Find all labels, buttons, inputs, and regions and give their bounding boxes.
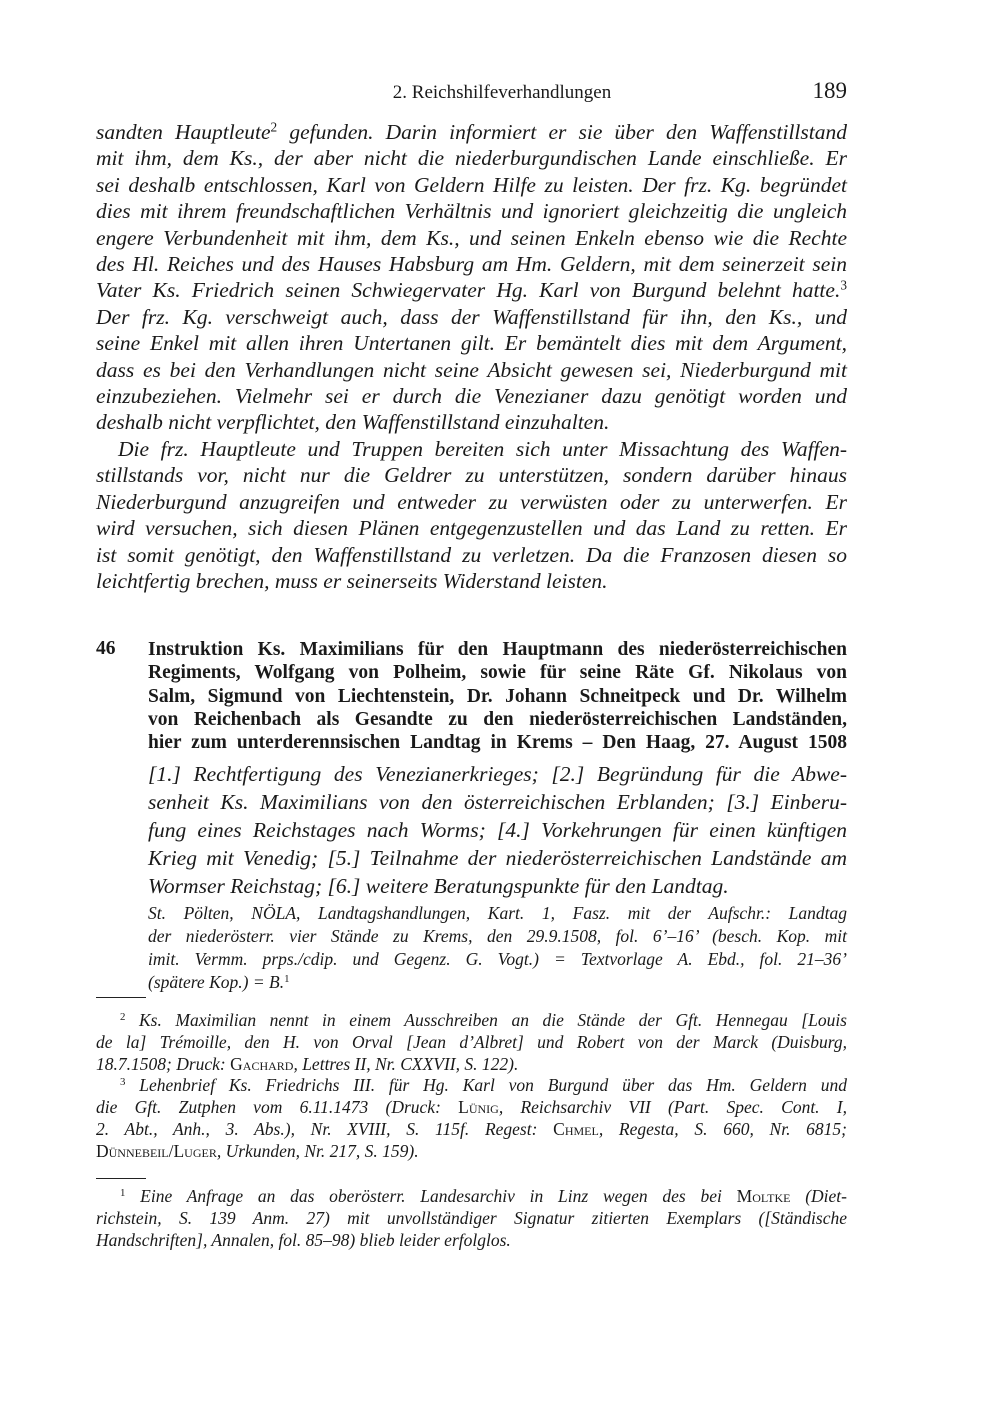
text-run: Lehenbrief Ks. Friedrichs III. für Hg. Karl von Burgund über das Hm. Geldern und [125, 1075, 847, 1096]
text-run: St. Pölten, NÖLA, Landtagshandlungen, Kart. 1, Fasz. mit der Aufschr.: Landtag [148, 903, 847, 923]
text-line [96, 542, 847, 568]
text-line [96, 225, 847, 251]
text-line [148, 948, 847, 971]
text-run: dass es bei den Verhandlungen nicht seine Absicht gewesen sei, Niederburgund mit [96, 357, 847, 382]
text-run: Ks. Maximilian nennt in einem Ausschreiben an die Stände der Gft. Hennegau [Louis [125, 1010, 847, 1030]
text-line [96, 172, 847, 198]
text-line [96, 330, 847, 356]
text-run: dies mit ihrem freundschaftlichen Verhältnis und ignoriert gleichzeitig die ungleich [96, 199, 847, 224]
text-line [96, 1032, 847, 1054]
footnote-marker: 3 [120, 1076, 126, 1089]
footnote-marker: 2 [270, 119, 278, 135]
document-number: 46 [96, 638, 116, 659]
document-heading [148, 638, 847, 754]
text-run: (spätere Kop.) = B. [148, 972, 285, 992]
text-run: senheit Ks. Maximilians von den österreichischen Erblanden; [3.] Einberu- [148, 790, 847, 814]
body-text [96, 119, 847, 594]
text-line [96, 409, 847, 435]
text-line [96, 145, 847, 171]
text-line [148, 925, 847, 948]
text-line [148, 872, 847, 900]
text-run: einzubeziehen. Vielmehr sei er durch die Venezianer dazu genötigt worden und [96, 384, 847, 409]
text-line [148, 638, 847, 661]
source-note [148, 902, 847, 994]
text-run: wird versuchen, sich diesen Plänen entgegenzustellen und das Land zu retten. Er [96, 516, 847, 541]
text-run: mit ihm, dem Ks., der aber nicht die niederburgundischen Lande einschließe. Er [96, 146, 847, 171]
text-run: Eine Anfrage an das oberösterr. Landesarchiv in Linz wegen des bei [125, 1186, 737, 1206]
text-line [96, 1054, 847, 1076]
text-run: Salm, Sigmund von Liechtenstein, Dr. Johann Schneitpeck und Dr. Wilhelm [148, 685, 847, 707]
text-run: Instruktion Ks. Maximilians für den Hauptmann des niederösterreichischen [148, 639, 847, 660]
text-run: [1.] Rechtfertigung des Venezianerkrieges; [2.] Begründung für die Abwe- [148, 762, 847, 786]
text-line [96, 568, 847, 594]
text-line [96, 1141, 847, 1163]
author-name: Dünnebeil/Luger [96, 1140, 217, 1161]
text-run: 18.7.1508; Druck: [96, 1053, 231, 1074]
text-run: sei deshalb entschlossen, Karl von Geldern Hilfe zu leisten. Der frz. Kg. begründet [96, 172, 847, 197]
text-run: , Urkunden, Nr. 217, S. 159). [216, 1140, 419, 1161]
text-run: Krieg mit Venedig; [5.] Teilnahme der niederösterreichischen Landstände am [148, 846, 847, 870]
text-line [96, 357, 847, 383]
author-name: Gachard [230, 1053, 294, 1074]
text-line [96, 251, 847, 277]
text-line [96, 304, 847, 330]
footnote-marker: 1 [120, 1187, 126, 1200]
text-run: Der frz. Kg. verschweigt auch, dass der Waffenstillstand für ihn, den Ks., und [96, 304, 847, 329]
text-line [96, 515, 847, 541]
footnotes-apparatus [96, 1186, 847, 1251]
text-line [148, 708, 847, 731]
page-number: 189 [812, 78, 847, 103]
text-line [96, 277, 847, 303]
text-run: Wormser Reichstag; [6.] weitere Beratungspunkte für den Landtag. [148, 874, 729, 898]
text-run: gefunden. Darin informiert er sie über den Waffenstillstand [277, 120, 847, 144]
text-line [148, 788, 847, 816]
text-line [96, 1186, 847, 1208]
text-line [96, 489, 847, 515]
text-run: richstein, S. 139 Anm. 27) mit unvollständiger Signatur zitierten Exemplars ([Ständische [96, 1207, 847, 1228]
text-run: engere Verbundenheit mit ihm, dem Ks., und seinen Enkeln ebenso wie die Rechte [96, 225, 847, 250]
text-line [148, 902, 847, 925]
text-line [148, 731, 847, 754]
text-run: 2. Abt., Anh., 3. Abs.), Nr. XVIII, S. 115f. Regest: [96, 1118, 554, 1139]
text-line [96, 198, 847, 224]
text-run: ist somit genötigt, den Waffenstillstand zu verletzen. Da die Franzosen diesen so [96, 542, 847, 567]
text-run: deshalb nicht verpflichtet, den Waffenstillstand einzuhalten. [96, 410, 610, 435]
text-run: des Hl. Reiches und des Hauses Habsburg am Hm. Geldern, mit dem seinerzeit sein [96, 252, 847, 277]
text-run: Vater Ks. Friedrich seinen Schwiegervater Hg. Karl von Burgund belehnt hatte. [96, 278, 841, 303]
text-run: sandten Hauptleute [96, 120, 271, 144]
text-run: Regiments, Wolfgang von Polheim, sowie für seine Räte Gf. Nikolaus von [148, 662, 847, 684]
text-run: seine Enkel mit allen ihren Untertanen gilt. Er bemäntelt dies mit dem Argument, [96, 331, 847, 356]
text-run: der niederösterr. vier Stände zu Krems, den 29.9.1508, fol. 6’–16’ (besch. Kop. mit [148, 926, 847, 946]
footnote-rule [96, 1178, 146, 1179]
text-line [148, 661, 847, 684]
text-run: imit. Vermm. prps./cdip. und Gegenz. G. Vogt.) = Textvorlage A. Ebd., fol. 21–36’ [148, 949, 847, 969]
text-run: die Gft. Zutphen vom 6.11.1473 (Druck: [96, 1097, 459, 1118]
text-line [148, 844, 847, 872]
text-line [148, 971, 847, 994]
text-run: Niederburgund anzugreifen und entweder zu verwüsten oder zu unterwerfen. Er [96, 489, 847, 514]
text-line [148, 685, 847, 708]
text-line [96, 1075, 847, 1097]
text-line [148, 760, 847, 788]
text-line [96, 1097, 847, 1119]
running-header: 2. Reichshilfeverhandlungen [392, 82, 612, 103]
text-run: von Reichenbach als Gesandte zu den niederösterreichischen Landständen, [148, 708, 847, 730]
footnote-marker: 1 [284, 973, 290, 986]
footnotes-text [96, 1010, 847, 1163]
author-name: Chmel [553, 1118, 599, 1139]
text-line [96, 462, 847, 488]
text-run: Die frz. Hauptleute und Truppen bereiten sich unter Missachtung des Waffen- [118, 436, 847, 461]
author-name: Moltke [736, 1186, 791, 1206]
text-run: fung eines Reichstages nach Worms; [4.] Vorkehrungen für einen künftigen [148, 818, 847, 842]
text-run: stillstands vor, nicht nur die Geldrer zu unterstützen, sondern darüber hinaus [96, 463, 847, 488]
footnote-marker: 3 [840, 278, 847, 294]
document-summary [148, 760, 847, 900]
text-run: hier zum unterderennsischen Landtag in Krems – Den Haag, 27. August 1508 [148, 732, 847, 754]
footnote-rule [96, 997, 146, 998]
text-run: leichtfertig brechen, muss er seinerseits Widerstand leisten. [96, 568, 608, 593]
text-line [96, 1010, 847, 1032]
text-run: , Lettres II, Nr. CXXVII, S. 122). [293, 1053, 519, 1074]
text-line [148, 816, 847, 844]
footnote-marker: 2 [120, 1011, 126, 1024]
text-line [96, 1208, 847, 1230]
text-line [96, 119, 847, 145]
text-line [96, 383, 847, 409]
text-run: de la] Trémoille, den H. von Orval [Jean d’Albret] und Robert von der Marck (Duisburg, [96, 1031, 847, 1052]
text-run: (Diet- [790, 1186, 847, 1206]
text-line [96, 1119, 847, 1141]
text-run: , Regesta, S. 660, Nr. 6815; [598, 1118, 847, 1139]
text-line [96, 1230, 847, 1252]
author-name: Lünig [458, 1097, 499, 1118]
text-line [96, 436, 847, 462]
text-run: Handschriften], Annalen, fol. 85–98) blieb leider erfolglos. [96, 1229, 511, 1250]
text-run: , Reichsarchiv VII (Part. Spec. Cont. I, [498, 1097, 847, 1118]
